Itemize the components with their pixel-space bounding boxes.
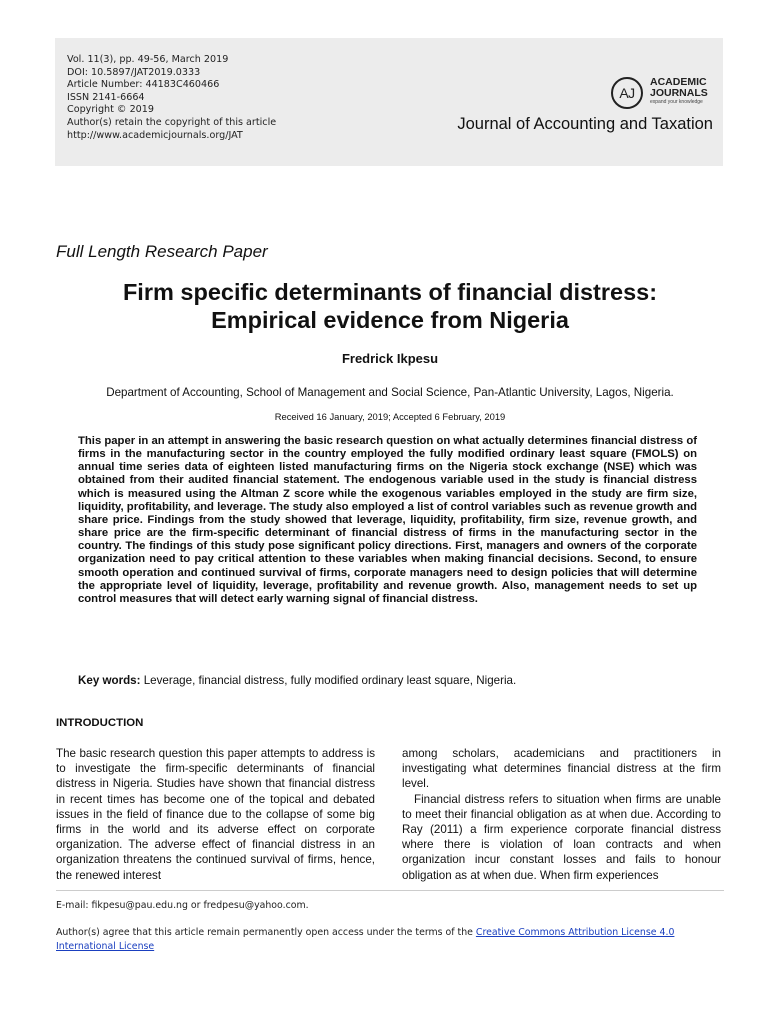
body-column-left — [56, 746, 375, 883]
license-notice — [56, 926, 724, 955]
keywords — [78, 674, 697, 687]
abstract: This paper in an attempt in answering the basic research question on what actually determines financial distress of firms in the manufacturing sector in the country employed the fully modified ordinary least square (FMOLS) on annual time series data of eighteen listed manufacturing firms on the Nigeria stock exchange (NSE) which was obtained from their audited financial statement. The endogenous variable used in the study is financial distress which is measured using the Altman Z score while the exogenous variables employed in the study are firm size, liquidity, profitability, and leverage. The study also employed a list of control variables such as revenue growth and share price. Findings from the study showed that leverage, liquidity, profitability, firm size, revenue growth, and share price are the firm-specific determinant of financial distress of firms in the manufacturing sector in the country. The findings of this study pose significant policy directions. First, managers and owners of the corporate organization need to pay critical attention to these variables when making financial decisions. Second, to ensure smooth operation and continued survival of firms, corporate managers need to design policies that will determine the appropriate level of liquidity, leverage, profitability and revenue growth. Also, management needs to set up control measures that will detect early warning signal of financial distress. — [78, 435, 697, 605]
contact-email: E-mail: fikpesu@pau.edu.ng or fredpesu@yahoo.com. — [56, 900, 309, 911]
license-link[interactable]: Creative Commons Attribution License 4.0 International License — [56, 926, 675, 952]
meta-copyright: Copyright © 2019 — [67, 104, 154, 116]
journal-name: Journal of Accounting and Taxation — [457, 115, 713, 133]
meta-url[interactable]: http://www.academicjournals.org/JAT — [67, 129, 243, 141]
keywords-list: Leverage, financial distress, fully modified ordinary least square, Nigeria. — [140, 674, 517, 687]
logo-tagline: expand your knowledge — [650, 99, 703, 105]
meta-volume: Vol. 11(3), pp. 49-56, March 2019 — [67, 54, 229, 65]
intro-paragraph-1: The basic research question this paper attempts to address is to investigate the firm-specific determinants of financial distress in Nigeria. Studies have shown that financial distress in recent times has become one of the topical and debated issues in the field of finance due to the collapse of some big firms in the world and its adverse effect on corporate organization. The adverse effect of financial distress in an organization threatens the continued survival of firms, hence, the renewed interest — [56, 747, 375, 882]
journal-header — [55, 38, 723, 166]
article-metadata — [67, 54, 276, 142]
keywords-label: Key words: — [78, 674, 141, 687]
received-accepted-dates: Received 16 January, 2019; Accepted 6 February, 2019 — [274, 411, 506, 422]
title-line-2: Empirical evidence from Nigeria — [211, 307, 569, 333]
paper-type: Full Length Research Paper — [56, 242, 268, 261]
logo-wordmark — [650, 77, 708, 99]
meta-doi: DOI: 10.5897/JAT2019.0333 — [67, 66, 201, 78]
license-text: Author(s) agree that this article remain permanently open access under the terms of the — [56, 926, 476, 938]
page-footer — [56, 899, 724, 955]
meta-article-number: Article Number: 44183C460466 — [67, 79, 220, 91]
paper-title — [56, 278, 724, 334]
aj-logo-icon: AJ — [611, 77, 643, 109]
body-column-right — [402, 746, 721, 883]
footer-divider — [56, 890, 724, 891]
author-name: Fredrick Ikpesu — [341, 351, 439, 366]
logo-line-2: JOURNALS — [650, 87, 708, 99]
intro-paragraph-1-continued: among scholars, academicians and practitioners in investigating what determines financial distress at the firm level. — [402, 747, 721, 791]
logo-line-1: ACADEMIC — [650, 76, 707, 88]
meta-issn: ISSN 2141-6664 — [67, 91, 145, 103]
author-affiliation: Department of Accounting, School of Management and Social Science, Pan-Atlantic University, Lagos, Nigeria. — [106, 386, 674, 399]
intro-paragraph-2: Financial distress refers to situation when firms are unable to meet their financial obligation as at when due. According to Ray (2011) a firm experience corporate financial distress where there is violation of loan contracts and when organization incur constant losses and fails to honour obligation as at when due. When firm experiences — [402, 792, 721, 882]
title-line-1: Firm specific determinants of financial distress: — [122, 279, 658, 305]
meta-rights: Author(s) retain the copyright of this article — [67, 116, 277, 128]
academic-journals-logo — [611, 75, 721, 109]
section-heading-introduction: INTRODUCTION — [56, 717, 144, 729]
